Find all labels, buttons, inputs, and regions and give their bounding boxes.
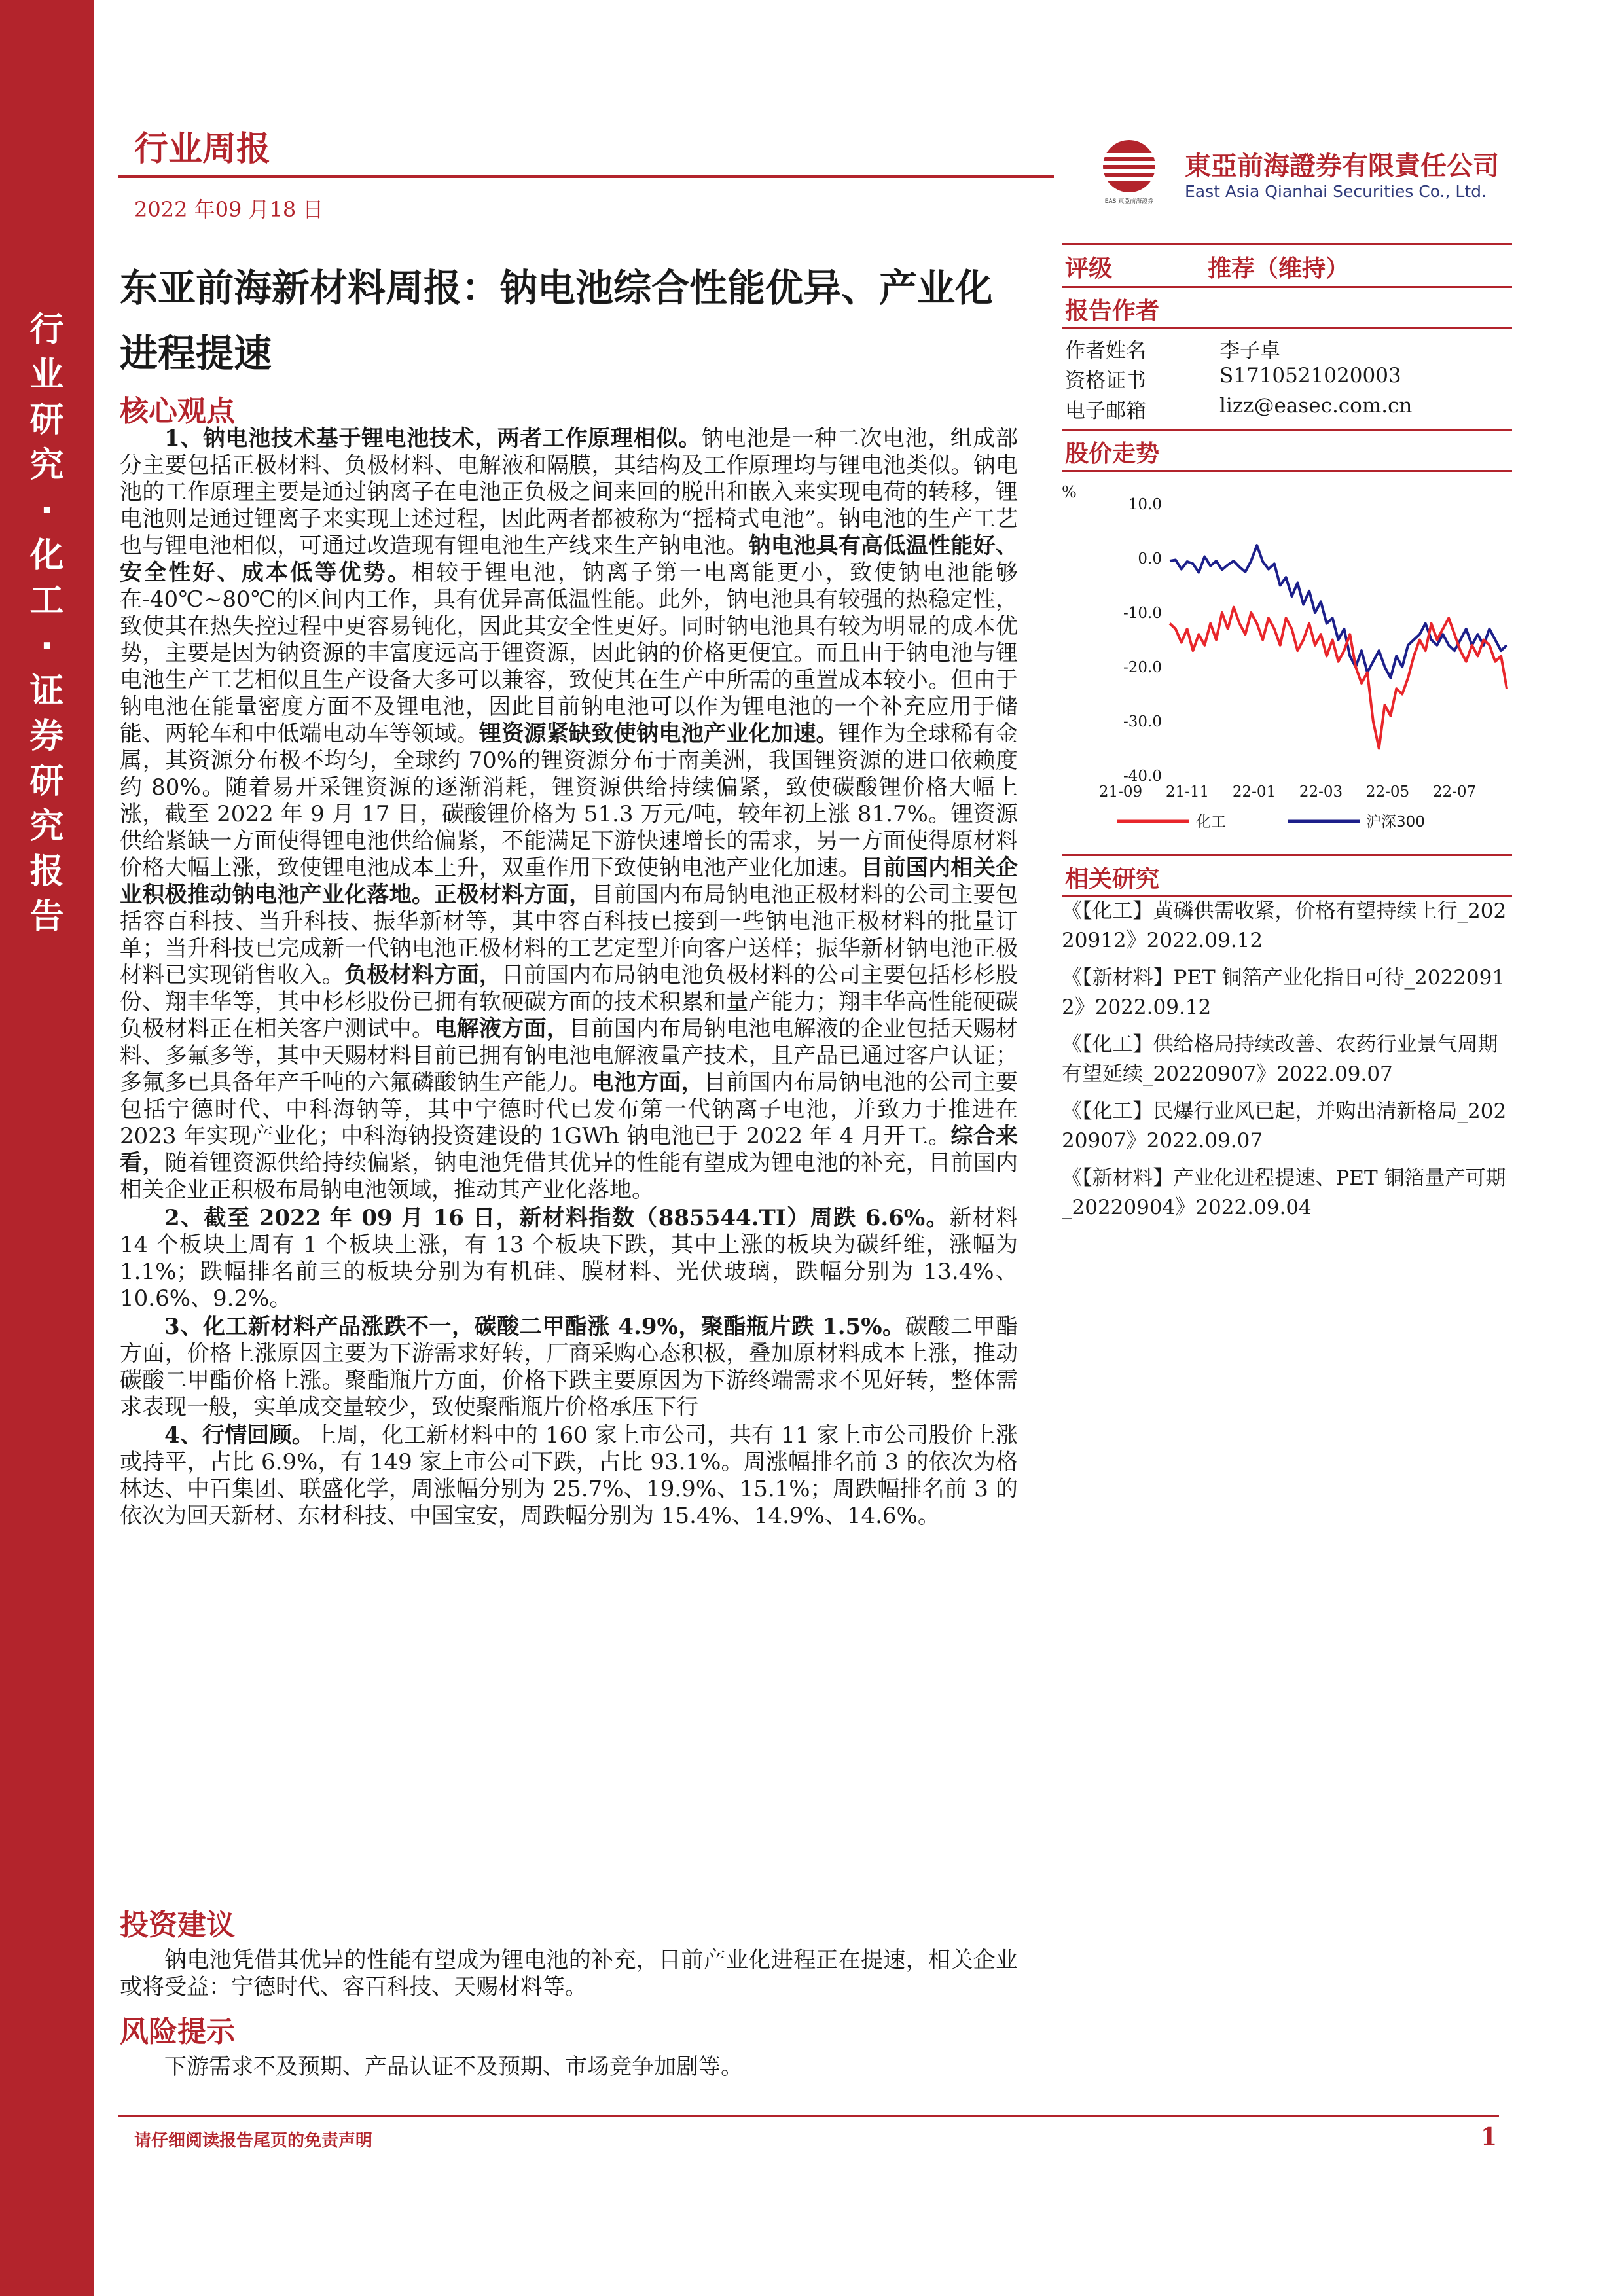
company-logo bbox=[1093, 135, 1165, 207]
x-tick-label: 22-03 bbox=[1299, 783, 1343, 800]
related-item[interactable]: 《【新材料】产业化进程提速、PET 铜箔量产可期_20220904》2022.09.04 bbox=[1062, 1166, 1506, 1219]
x-tick-label: 22-07 bbox=[1432, 783, 1477, 800]
rating-value: 推荐（维持） bbox=[1208, 255, 1350, 282]
rating-top-rule bbox=[1062, 243, 1512, 245]
price-chart bbox=[1055, 475, 1513, 841]
sidebar-char: 研 bbox=[29, 762, 64, 801]
y-axis-ticks bbox=[1123, 496, 1162, 785]
point-3-heading: 3、化工新材料产品涨跌不一，碳酸二甲酯涨 4.9%，聚酯瓶片跌 1.5%。 bbox=[164, 1314, 905, 1340]
sidebar-char: · bbox=[40, 626, 54, 666]
point-4-text: 上周，化工新材料中的 160 家上市公司，共有 11 家上市公司股价上涨或持平，占比 6.9%，有 149 家上市公司下跌，占比 93.1%。周涨幅排名前 3 的依次为格林达、中百集团、联盛化学，周涨幅分别为 25.7%、19.9%、15.1%；周跌幅排名前 3 的依次为回天新材、东材科技、中国宝安，周跌幅分别为 15.4%、14.9%、14.6%。 bbox=[120, 1422, 1018, 1529]
disclaimer-note: 请仔细阅读报告尾页的免责声明 bbox=[134, 2131, 373, 2151]
rating-bottom-rule bbox=[1062, 286, 1512, 288]
series-line bbox=[1170, 607, 1507, 749]
report-date: 2022 年09 月18 日 bbox=[134, 197, 324, 222]
x-tick-label: 22-05 bbox=[1365, 783, 1410, 800]
related-item[interactable]: 《【新材料】PET 铜箔产业化指日可待_20220912》2022.09.12 bbox=[1062, 966, 1506, 1019]
battery-heading: 电池方面， bbox=[591, 1069, 704, 1096]
investment-heading: 投资建议 bbox=[120, 1909, 235, 1942]
electrolyte-heading: 电解液方面， bbox=[434, 1016, 569, 1042]
point-4-heading: 4、行情回顾。 bbox=[164, 1422, 314, 1448]
sidebar-char: 工 bbox=[29, 581, 64, 620]
summary-text: 随着锂资源供给持续偏紧，钠电池凭借其优异的性能有望成为锂电池的补充，目前国内相关企业正积极布局钠电池领域，推动其产业化落地。 bbox=[120, 1150, 1019, 1203]
battery-text: 目前国内布局钠电池的公司主要包括宁德时代、中科海钠等，其中宁德时代已发布第一代钠离子电池，并致力于推进在 2023 年实现产业化；中科海钠投资建设的 1GWh 钠电池已于 2022 年 4 月开工。 bbox=[120, 1069, 1019, 1149]
author-name-label: 作者姓名 bbox=[1065, 339, 1146, 363]
risk-heading: 风险提示 bbox=[120, 2015, 235, 2049]
core-paragraph-3 bbox=[120, 1314, 1018, 1421]
x-tick-label: 21-11 bbox=[1165, 783, 1210, 800]
sidebar-char: 研 bbox=[29, 401, 64, 440]
author-heading: 报告作者 bbox=[1065, 298, 1160, 325]
author-rule bbox=[1062, 327, 1512, 329]
core-heading: 核心观点 bbox=[120, 395, 235, 428]
risk-text: 下游需求不及预期、产品认证不及预期、市场竞争加剧等。 bbox=[164, 2054, 743, 2080]
chart-lines bbox=[1170, 545, 1507, 748]
related-top-rule bbox=[1062, 854, 1512, 856]
point-2-heading: 2、截至 2022 年 09 月 16 日，新材料指数（885544.TI）周跌 6.6%。 bbox=[164, 1205, 950, 1231]
sidebar-char: 告 bbox=[29, 897, 64, 937]
core-paragraph-2 bbox=[120, 1205, 1018, 1312]
cathode-text: 目前国内布局钠电池正极材料的公司主要包括容百科技、当升科技、振华新材等，其中容百科技已接到一些钠电池正极材料的批量订单；当升科技已完成新一代钠电池正极材料的工艺定型并向客户送样；振华新材钠电池正极材料已实现销售收入。 bbox=[120, 882, 1019, 988]
point-1-text: 钠电池是一种二次电池，组成部分主要包括正极材料、负极材料、电解液和隔膜，其结构及工作原理均与锂电池类似。钠电池的工作原理主要是通过钠离子在电池正负极之间来回的脱出和嵌入来实现电荷的转移，锂电池则是通过锂离子来实现上述过程，因此两者都被称为“摇椅式电池”。钠电池的生产工艺也与锂电池相似，可通过改造现有锂电池生产线来生产钠电池。 bbox=[120, 425, 1019, 559]
company-name-cn: 東亞前海證券有限責任公司 bbox=[1185, 151, 1499, 181]
sidebar-char: 行 bbox=[29, 310, 64, 350]
related-item[interactable]: 《【化工】供给格局持续改善、农药行业景气周期有望延续_20220907》2022.09.07 bbox=[1062, 1033, 1498, 1086]
price-top-rule bbox=[1062, 429, 1512, 431]
anode-heading: 负极材料方面， bbox=[344, 962, 502, 988]
sidebar-category bbox=[0, 308, 94, 940]
related-heading: 相关研究 bbox=[1065, 866, 1160, 893]
cert-label: 资格证书 bbox=[1065, 369, 1146, 393]
y-tick-label: -10.0 bbox=[1123, 605, 1162, 622]
author-name: 李子卓 bbox=[1219, 339, 1280, 363]
report-title: 东亚前海新材料周报：钠电池综合性能优异、产业化进程提速 bbox=[120, 266, 994, 376]
summary-heading: 综合来看， bbox=[120, 1123, 1018, 1176]
lithium-shortage-text: 锂作为全球稀有金属，其资源分布极不均匀，全球约 70%的锂资源分布于南美洲，我国锂资源的进口依赖度约 80%。随着易开采锂资源的逐渐消耗，锂资源供给持续偏紧，致使碳酸锂价格大幅上涨，截至 2022 年 9 月 17 日，碳酸锂价格为 51.3 万元/吨，较年初上涨 81.7%。锂资源供给紧缺一方面使得锂电池供给偏紧，不能满足下游快速增长的需求，另一方面使得原材料价格大幅上涨，致使锂电池成本上升，双重作用下致使钠电池产业化加速。 bbox=[120, 721, 1019, 881]
sodium-advantage-text: 相较于锂电池，钠离子第一电离能更小，致使钠电池能够在-40℃~80℃的区间内工作，具有优异高低温性能。此外，钠电池具有较强的热稳定性，致使其在热失控过程中更容易钝化，因此其安全性更好。同时钠电池具有较为明显的成本优势，主要是因为钠资源的丰富度远高于锂资源，因此钠的价格更便宜。而且由于钠电池与锂电池生产工艺相似且生产设备大多可以兼容，致使其在生产中所需的重置成本较小。但由于钠电池在能量密度方面不及锂电池，因此目前钠电池可以作为锂电池的一个补充应用于储能、两轮车和中低端电动车等领域。 bbox=[120, 560, 1018, 747]
related-research-list bbox=[1062, 897, 1513, 1230]
related-item[interactable]: 《【化工】民爆行业风已起，并购出清新格局_20220907》2022.09.07 bbox=[1062, 1100, 1507, 1153]
email-value: lizz@easec.com.cn bbox=[1219, 394, 1413, 418]
y-tick-label: -30.0 bbox=[1123, 713, 1162, 730]
point-1-heading: 1、钠电池技术基于锂电池技术，两者工作原理相似。 bbox=[164, 425, 702, 452]
email-label: 电子邮箱 bbox=[1065, 399, 1146, 423]
sidebar-char: 究 bbox=[29, 446, 64, 485]
company-name-en: East Asia Qianhai Securities Co., Ltd. bbox=[1185, 182, 1487, 201]
page-number: 1 bbox=[1481, 2123, 1498, 2151]
svg-text:EAS 東亞前海證券: EAS 東亞前海證券 bbox=[1104, 198, 1154, 205]
legend-label: 化工 bbox=[1196, 814, 1226, 831]
cert-number: S1710521020003 bbox=[1219, 364, 1401, 387]
core-paragraph-1 bbox=[120, 425, 1018, 1204]
sidebar-char: 化 bbox=[29, 536, 64, 575]
price-rule bbox=[1062, 470, 1512, 472]
cathode-heading: 目前国内相关企业积极推动钠电池产业化落地。正极材料方面， bbox=[120, 855, 1019, 908]
sidebar-char: 券 bbox=[29, 717, 64, 756]
electrolyte-text: 目前国内布局钠电池电解液的企业包括天赐材料、多氟多等，其中天赐材料目前已拥有钠电池电解液量产技术，且产品已通过客户认证；多氟多已具备年产千吨的六氟磷酸钠生产能力。 bbox=[120, 1016, 1019, 1096]
sidebar-char: 究 bbox=[29, 807, 64, 846]
x-tick-label: 22-01 bbox=[1232, 783, 1276, 800]
related-item[interactable]: 《【化工】黄磷供需收紧，价格有望持续上行_20220912》2022.09.12 bbox=[1062, 899, 1507, 952]
x-axis-ticks bbox=[1099, 783, 1476, 800]
sidebar-char: 证 bbox=[29, 672, 64, 711]
sidebar-char: 业 bbox=[29, 355, 64, 395]
sidebar-char: 报 bbox=[29, 852, 64, 891]
y-tick-label: -40.0 bbox=[1123, 768, 1162, 785]
price-heading: 股价走势 bbox=[1065, 440, 1160, 467]
core-body bbox=[120, 425, 1018, 1530]
sidebar-band bbox=[0, 0, 94, 2296]
y-tick-label: 0.0 bbox=[1138, 550, 1162, 567]
core-paragraph-4 bbox=[120, 1422, 1018, 1530]
y-tick-label: -20.0 bbox=[1123, 659, 1162, 676]
header-rule bbox=[118, 175, 1054, 178]
investment-text: 钠电池凭借其优异的性能有望成为锂电池的补充，目前产业化进程正在提速，相关企业或将受益：宁德时代、容百科技、天赐材料等。 bbox=[120, 1947, 1018, 2000]
point-2-text: 新材料 14 个板块上周有 1 个板块上涨，有 13 个板块下跌，其中上涨的板块为碳纤维，涨幅为 1.1%；跌幅排名前三的板块分别为有机硅、膜材料、光伏玻璃，跌幅分别为 13.4%、10.6%、9.2%。 bbox=[120, 1205, 1019, 1312]
y-tick-label: 10.0 bbox=[1128, 496, 1162, 513]
sidebar-char: · bbox=[40, 491, 54, 530]
legend-label: 沪深300 bbox=[1366, 814, 1425, 831]
sodium-advantage-heading: 钠电池具有高低温性能好、安全性好、成本低等优势。 bbox=[120, 533, 1019, 586]
anode-text: 目前国内布局钠电池负极材料的公司主要包括杉杉股份、翔丰华等，其中杉杉股份已拥有软硬碳方面的技术积累和量产能力；翔丰华高性能硬碳负极材料正在相关客户测试中。 bbox=[120, 962, 1019, 1042]
lithium-shortage-heading: 锂资源紧缺致使钠电池产业化加速。 bbox=[478, 721, 839, 747]
rating-label: 评级 bbox=[1065, 255, 1113, 282]
chart-legend bbox=[1117, 814, 1425, 831]
chart-y-unit: % bbox=[1062, 483, 1077, 501]
point-3-text: 碳酸二甲酯方面，价格上涨原因主要为下游需求好转，厂商采购心态积极，叠加原材料成本上涨，推动碳酸二甲酯价格上涨。聚酯瓶片方面，价格下跌主要原因为下游终端需求不见好转，整体需求表现一般，实单成交量较少，致使聚酯瓶片价格承压下行 bbox=[120, 1314, 1019, 1420]
doc-type: 行业周报 bbox=[134, 130, 271, 169]
footer-rule bbox=[118, 2115, 1499, 2117]
x-tick-label: 21-09 bbox=[1098, 783, 1143, 800]
